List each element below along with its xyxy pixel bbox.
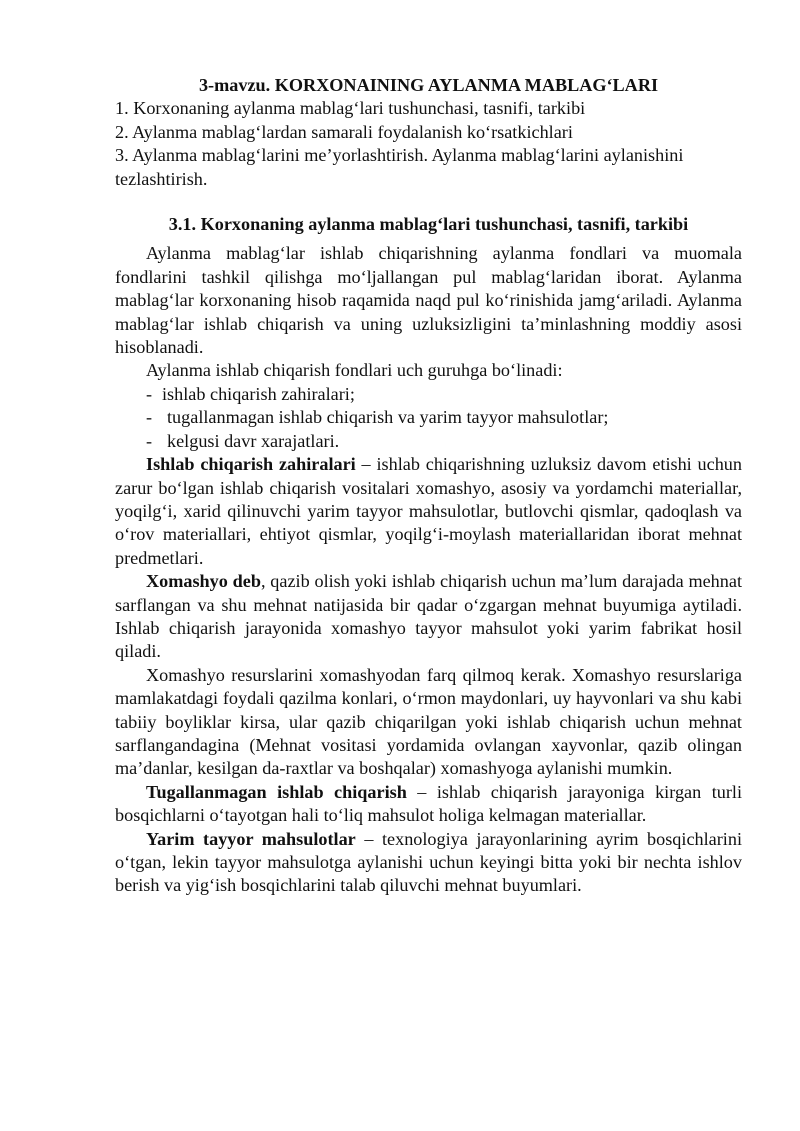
term-production-reserves: Ishlab chiqarish zahiralari bbox=[146, 454, 356, 475]
paragraph-semi-finished bbox=[115, 828, 742, 898]
plan-item-3: 3. Aylanma mablag‘larini me’yorlashtirish. Aylanma mablag‘larini aylanishini tezlashtirish. bbox=[115, 145, 684, 189]
paragraph-production-reserves bbox=[115, 453, 742, 570]
dash-marker: - bbox=[146, 407, 153, 428]
definition-text: – ishlab chiqarish jarayoniga kirgan turli bosqichlarni o‘tayotgan hali to‘liq mahsulot holiga kelmagan materiallar. bbox=[115, 781, 742, 826]
bullet-item bbox=[115, 383, 742, 406]
term-raw-material: Xomashyo deb bbox=[146, 571, 261, 592]
paragraph-groups-intro: Aylanma ishlab chiqarish fondlari uch guruhga bo‘linadi: bbox=[146, 360, 563, 381]
paragraph-raw-material bbox=[115, 570, 742, 664]
bullet-item bbox=[115, 406, 742, 429]
bullet-text: tugallanmagan ishlab chiqarish va yarim tayyor mahsulotlar; bbox=[167, 407, 609, 428]
paragraph-definition: Aylanma mablag‘lar ishlab chiqarishning aylanma fondlari va muomala fondlarini tashkil qilishga mo‘ljallangan pul mablag‘laridan iborat. Aylanma mablag‘lar korxonaning hisob raqamida naqd pul ko‘rinishida jamg‘ariladi. Aylanma mablag‘lar ishlab chiqarish va uning uzluksizligini ta’minlashning moddiy asosi hisoblanadi. bbox=[115, 243, 742, 358]
document-page bbox=[115, 74, 742, 898]
plan-item-1: 1. Korxonaning aylanma mablag‘lari tushunchasi, tasnifi, tarkibi bbox=[115, 98, 586, 119]
dash-marker: - bbox=[146, 383, 153, 404]
bullet-text: ishlab chiqarish zahiralari; bbox=[162, 383, 355, 404]
term-semi-finished: Yarim tayyor mahsulotlar bbox=[146, 828, 356, 849]
definition-text: – ishlab chiqarishning uzluksiz davom etishi uchun zarur bo‘lgan ishlab chiqarish vositalari xomashyo, asosiy va yordamchi materiallar, yoqilg‘i, xarid qilinuvchi yarim tayyor mahsulotlar, butlovchi qismlar, qadoqlash va o‘rov materiallari, ehtiyot qismlar, yoqilg‘i-moylash materiallaridan iborat mehnat predmetlari. bbox=[115, 454, 742, 568]
definition-text: , qazib olish yoki ishlab chiqarish uchun ma’lum darajada mehnat sarflangan va shu mehnat natijasida bir qadar o‘zgargan mehnat buyumiga aytiladi. Ishlab chiqarish jarayonida xomashyo tayyor mahsulot yoki yarim fabrikat hosil qiladi. bbox=[115, 571, 742, 662]
term-work-in-progress: Tugallanmagan ishlab chiqarish bbox=[146, 781, 407, 802]
paragraph-work-in-progress bbox=[115, 781, 742, 828]
definition-text: – texnologiya jarayonlarining ayrim bosqichlarini o‘tgan, lekin tayyor mahsulotga aylanishi uchun keyingi bitta yoki bir nechta ishlov berish va yig‘ish bosqichlarini talab qiluvchi mehnat buyumlari. bbox=[115, 828, 743, 896]
topic-title: 3-mavzu. KORXONAINING AYLANMA MABLAG‘LARI bbox=[198, 75, 659, 95]
bullet-text: kelgusi davr xarajatlari. bbox=[167, 430, 340, 451]
dash-marker: - bbox=[146, 430, 153, 451]
plan-item-2: 2. Aylanma mablag‘lardan samarali foydalanish ko‘rsatkichlari bbox=[115, 121, 573, 142]
bullet-item bbox=[115, 430, 742, 453]
spacer bbox=[115, 191, 742, 213]
section-heading: 3.1. Korxonaning aylanma mablag‘lari tushunchasi, tasnifi, tarkibi bbox=[168, 214, 689, 235]
paragraph-raw-resources: Xomashyo resurslarini xomashyodan farq qilmoq kerak. Xomashyo resurslariga mamlakatdagi foydali qazilma konlari, o‘rmon maydonlari, uy hayvonlari va shu kabi tabiiy boyliklar kirsa, ular qazib chiqarilgan yoki ishlab chiqarish uchun mehnat sarflangandagina (Mehnat vositasi yordamida ovlangan xayvonlar, qazib olingan ma’danlar, kesilgan da-raxtlar va boshqalar) xomashyoga aylanishi mumkin. bbox=[115, 664, 742, 779]
